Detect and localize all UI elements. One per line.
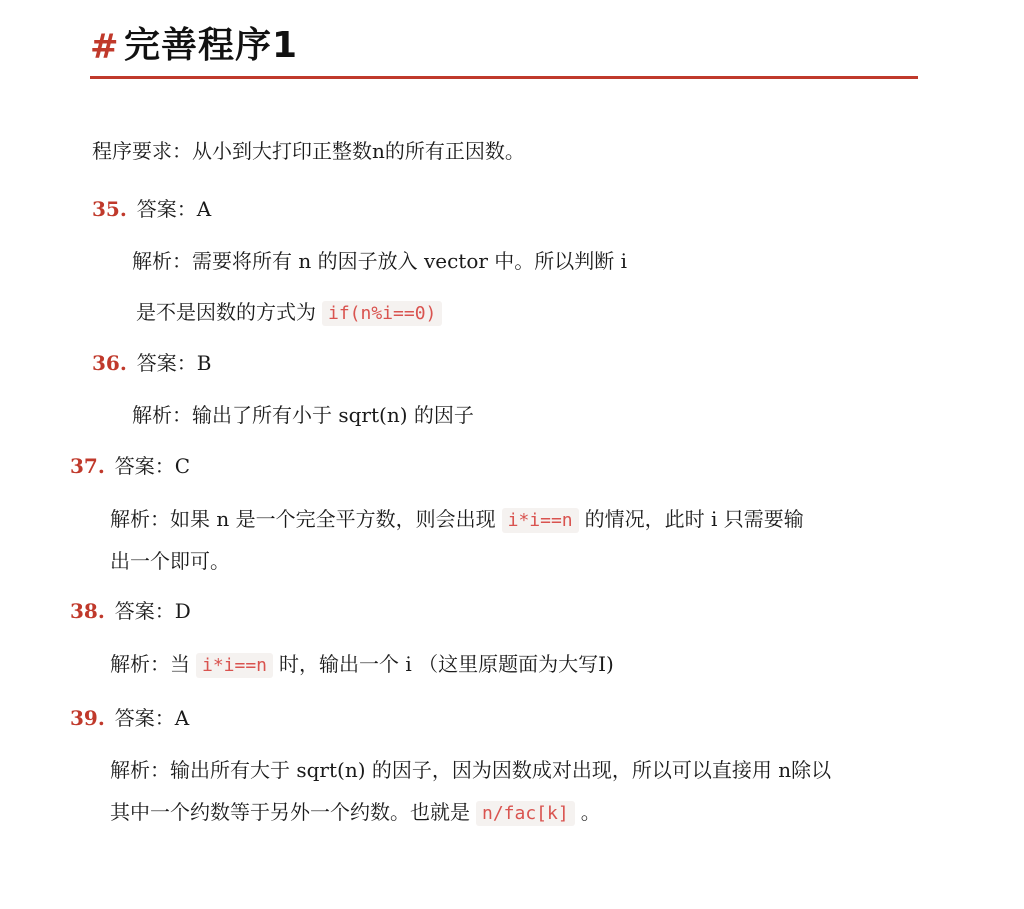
heading-hash-mark: #	[90, 27, 119, 67]
explanation-35-line-2	[136, 297, 448, 329]
answer-39	[70, 703, 189, 733]
explanation-37-line-1	[110, 504, 804, 536]
answer-38-text: 答案：D	[114, 599, 191, 623]
answer-35-text: 答案：A	[136, 197, 212, 221]
code-snippet-38: i*i==n	[196, 653, 273, 678]
section-heading	[90, 22, 918, 79]
explanation-38-line-1-text-a: 解析：当	[110, 652, 190, 676]
answer-35	[92, 194, 211, 224]
question-number-35: 35.	[92, 197, 127, 221]
explanation-37-line-1-text-a: 解析：如果 n 是一个完全平方数，则会出现	[110, 507, 496, 531]
explanation-37-line-2: 出一个即可。	[110, 549, 230, 573]
answer-36	[92, 348, 212, 378]
explanation-35-line-2-text: 是不是因数的方式为	[136, 300, 316, 324]
question-number-39: 39.	[70, 706, 105, 730]
explanation-39-line-2	[110, 797, 601, 829]
answer-39-text: 答案：A	[114, 706, 190, 730]
code-snippet-39: n/fac[k]	[476, 801, 575, 826]
code-snippet-37: i*i==n	[502, 508, 579, 533]
explanation-39-line-2-text-a: 其中一个约数等于另外一个约数。也就是	[110, 800, 470, 824]
explanation-38-line-1-text-b: 时，输出一个 i （这里原题面为大写I)	[279, 652, 614, 676]
answer-37	[70, 451, 190, 481]
explanation-36-line-1: 解析：输出了所有小于 sqrt(n) 的因子	[132, 403, 474, 427]
explanation-39-line-1: 解析：输出所有大于 sqrt(n) 的因子，因为因数成对出现，所以可以直接用 n除以	[110, 758, 832, 782]
explanation-39-line-2-text-b: 。	[580, 800, 601, 824]
question-number-37: 37.	[70, 454, 105, 478]
question-number-38: 38.	[70, 599, 105, 623]
program-requirement: 程序要求：从小到大打印正整数n的所有正因数。	[92, 139, 525, 163]
answer-37-text: 答案：C	[114, 454, 191, 478]
explanation-38-line-1	[110, 649, 614, 681]
explanation-37-line-1-text-b: 的情况，此时 i 只需要输	[584, 507, 804, 531]
explanation-35-line-1: 解析：需要将所有 n 的因子放入 vector 中。所以判断 i	[132, 249, 628, 273]
answer-38	[70, 596, 191, 626]
answer-36-text: 答案：B	[136, 351, 212, 375]
code-snippet-35: if(n%i==0)	[322, 301, 442, 326]
page-title: 完善程序1	[124, 25, 299, 66]
question-number-36: 36.	[92, 351, 127, 375]
